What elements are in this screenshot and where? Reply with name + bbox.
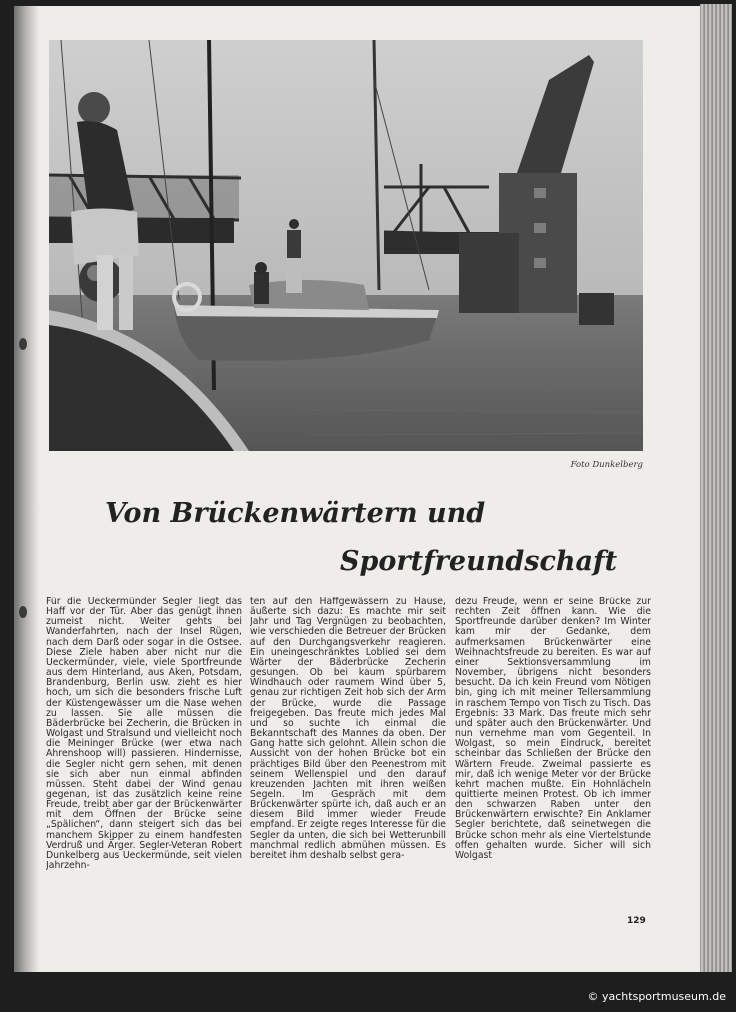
- article-column-2: [250, 597, 446, 907]
- column-text: ten auf den Haffgewässern zu Hause, äußerte sich dazu: Es machte mir seit Jahr und Tag Vergnügen zu beobachten, wie verschieden die Betreuer der Brücken auf den Durchgangsverkehr reagieren. Ein uneingeschränktes Loblied sei dem Wärter der Bäderbrücke Zecherin gesungen. Ob bei kaum spürbarem Windhauch oder raumem Wind über 5, genau zur richtigen Zeit hob sich der Arm der Brücke, wurde die Passage freigegeben. Das freute mich jedes Mal und so suchte ich einmal die Bekanntschaft des Mannes da oben. Der Gang hatte sich gelohnt. Allein schon die Aussicht von der hohen Brücke bot ein prächtiges Bild über den Peenestrom mit seinem Wellenspiel und den darauf kreuzenden Jachten mit ihren weißen Segeln. Im Gespräch mit dem Brückenwärter spürte ich, daß auch er an diesem Bild immer wieder Freude empfand. Er zeigte reges Interesse für die Segler da unten, die sich bei Wetterunbill manchmal redlich abmühen müssen. Es bereitet ihm deshalb selbst gera-: [250, 597, 446, 861]
- watermark: © yachtsportmuseum.de: [587, 990, 726, 1003]
- article-column-1: [46, 597, 242, 907]
- binding-hole: [19, 338, 27, 350]
- photo-credit: Foto Dunkelberg: [570, 460, 643, 470]
- article-column-3: [455, 597, 651, 907]
- page-stack-edge: [700, 4, 732, 972]
- page-number: 129: [627, 916, 646, 926]
- page-binding: [14, 6, 40, 972]
- article-title-line-2: Sportfreundschaft: [340, 546, 618, 577]
- column-text: dezu Freude, wenn er seine Brücke zur rechten Zeit öffnen kann. Wie die Sportfreunde darüber denken? Im Winter kam mir der Gedanke, dem aufmerksamen Brückenwärter eine Weihnachtsfreude zu bereiten. Es war auf einer Sektionsversammlung im November, übrigens nicht besonders besucht. Da ich kein Freund vom Nötigen bin, ging ich mit meiner Tellersammlung in raschem Tempo von Tisch zu Tisch. Das Ergebnis: 33 Mark. Das freute mich sehr und später auch den Brückenwärter. Und nun vernehme man vom Gegenteil. In Wolgast, so mein Eindruck, bereitet scheinbar das Schließen der Brücke den Wärtern Freude. Zweimal passierte es mir, daß ich wenige Meter vor der Brücke kehrt machen mußte. Ein Hohnlächeln quittierte meinen Protest. Ob ich immer den schwarzen Raben unter den Brückenwärtern erwischte? Ein Anklamer Segler berichtete, daß seinetwegen die Brücke schon mehr als eine Viertelstunde offen gehalten wurde. Sicher will sich Wolgast: [455, 597, 651, 861]
- column-text: Für die Ueckermünder Segler liegt das Haff vor der Tür. Aber das genügt ihnen zumeist nicht. Weiter gehts bei Wanderfahrten, nach der Insel Rügen, nach dem Darß oder sogar in die Ostsee. Diese Ziele haben aber nicht nur die Ueckermünder, viele, viele Sportfreunde aus dem Hinterland, aus Aken, Potsdam, Brandenburg, Berlin usw. zieht es hier hoch, um sich die besonders frische Luft der Küstengewässer um die Nase wehen zu lassen. Sie alle müssen die Bäderbrücke bei Zecherin, die Brücken in Wolgast und Stralsund und vielleicht noch die Meininger Brücke (wer etwa nach Ahrenshoop will) passieren. Hindernisse, die Segler nicht gern sehen, mit denen sie sich aber nun einmal abfinden müssen. Steht dabei der Wind genau gegenan, ist das zusätzlich keine reine Freude, treibt aber gar der Brückenwärter mit dem Öffnen der Brücke seine „Spälichen“, dann steigert sich das bei manchem Skipper zu einem handfesten Verdruß und Ärger. Segler-Veteran Robert Dunkelberg aus Ueckermünde, seit vielen Jahrzehn-: [46, 597, 242, 872]
- bridge-sailing-photo: [49, 40, 643, 451]
- binding-hole: [19, 606, 27, 618]
- article-title-line-1: Von Brückenwärtern und: [105, 498, 486, 529]
